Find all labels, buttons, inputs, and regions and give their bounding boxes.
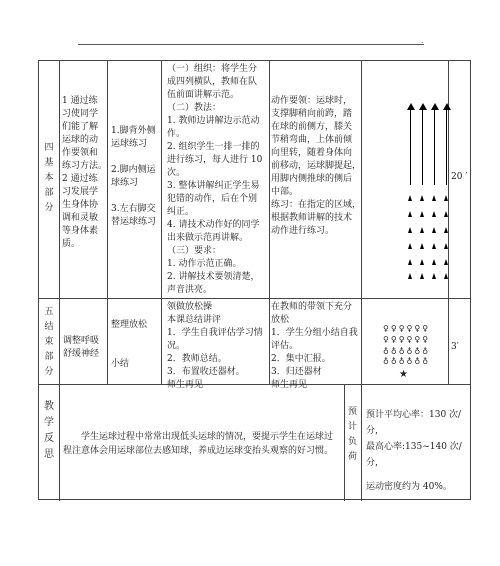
teacher-star-icon: ★ xyxy=(399,369,408,380)
student-line: 节稍弯曲，上体前倾 xyxy=(271,135,353,145)
basic-student xyxy=(271,95,363,238)
arrow-up-icon xyxy=(407,103,415,110)
student-marker-icon xyxy=(444,195,448,201)
teacher-line: 1. 动作示范正确。 xyxy=(167,259,242,269)
arrow-up-icon xyxy=(431,103,439,110)
end-goals xyxy=(63,335,109,361)
arrow-shaft xyxy=(446,109,447,185)
top-rule xyxy=(78,44,424,45)
teacher-line: 师生再见 xyxy=(167,380,204,390)
student-row-icons: ♀♀♀♀♀♀ xyxy=(383,324,431,333)
student-line: 放松 xyxy=(271,315,290,325)
arrow-up-icon xyxy=(443,103,451,110)
cooldown-formation-diagram xyxy=(383,324,443,384)
student-line: 2．集中汇报。 xyxy=(271,354,331,364)
reflection-label xyxy=(39,399,59,463)
teacher-line: 声音洪亮。 xyxy=(167,285,213,295)
student-line: 支撑脚稍向前跨，踏 xyxy=(271,109,353,119)
spacer xyxy=(111,332,161,345)
student-line: 在球的前侧方，膝关 xyxy=(271,122,353,132)
spacer xyxy=(111,190,161,203)
section-char: 部 xyxy=(44,188,54,198)
arrow-lane xyxy=(431,103,439,283)
teacher-line: 伍前面讲解示范。 xyxy=(167,90,240,100)
forecast-values xyxy=(366,407,470,495)
student-marker-icon xyxy=(432,211,436,217)
section-char: 基 xyxy=(44,158,54,168)
arrow-shaft xyxy=(434,109,435,185)
goal-line: 1 通过练 xyxy=(62,96,98,106)
section-char: 本 xyxy=(44,173,54,183)
student-marker-icon xyxy=(432,195,436,201)
goal-line: 生身体协 xyxy=(62,200,99,210)
student-line: 1．学生分组小结自我 xyxy=(271,328,358,338)
teacher-line: 2．教师总结。 xyxy=(167,354,227,364)
section-char: 分 xyxy=(44,367,54,377)
arrow-lane xyxy=(443,103,451,283)
dribble-formation-diagram xyxy=(407,103,447,283)
basic-time: 20 ′ xyxy=(451,172,468,182)
content-line: 1.脚背外侧 xyxy=(111,126,156,136)
arrow-shaft xyxy=(422,109,423,185)
student-line: 动作要领：运球时， xyxy=(271,96,353,106)
content-line: 2.脚内侧运 xyxy=(111,165,156,175)
content-line: 运球练习 xyxy=(111,139,148,149)
end-content xyxy=(111,319,161,371)
end-student xyxy=(271,301,363,392)
section-end xyxy=(39,305,59,380)
teacher-line: 成四列横队，教师在队 xyxy=(167,77,258,87)
student-marker-icon xyxy=(432,227,436,233)
goal-line: 习使同学 xyxy=(62,109,99,119)
student-line: 动作进行练习。 xyxy=(271,226,335,236)
student-marker-icon xyxy=(444,211,448,217)
goal-line: 练习方法。 xyxy=(62,161,108,171)
student-marker-icon xyxy=(444,273,448,279)
student-marker-icon xyxy=(420,243,424,249)
teacher-line: 次。 xyxy=(167,168,186,178)
goal-line: 2 通过练 xyxy=(62,174,98,184)
teacher-line: 出来做示范再讲解。 xyxy=(167,233,249,243)
student-marker-icon xyxy=(420,211,424,217)
teacher-line: 作。 xyxy=(167,129,186,139)
label-char: 计 xyxy=(347,422,357,432)
student-line: 中部。 xyxy=(271,187,299,197)
student-row-icons: ♀♀♀♀♀♀ xyxy=(383,335,431,344)
student-marker-icon xyxy=(408,259,412,265)
avg-heart-rate: 预计平均心率：130 次/分， xyxy=(366,410,462,436)
student-marker-icon xyxy=(444,259,448,265)
label-char: 学 xyxy=(44,417,54,428)
goal-line: 习发展学 xyxy=(62,187,99,197)
row-divider xyxy=(39,298,470,299)
teacher-line: 2. 讲解技术要领清楚， xyxy=(167,272,260,282)
teacher-line: 领做放松操 xyxy=(167,302,213,312)
reflection-text: 学生运球过程中常常出现低头运球的情况，要提示学生在运球过程注意体会用运球部位去感知球，养成边运球变抬头观察的好习惯。 xyxy=(63,432,334,456)
section-char: 部 xyxy=(44,352,54,362)
student-row-icons: ♁♁♁♁♁♁ xyxy=(383,356,431,365)
basic-goals xyxy=(62,95,108,251)
student-marker-icon xyxy=(432,259,436,265)
content-line: 小结 xyxy=(111,359,130,369)
teacher-line: 2. 组织学生一排一排的 xyxy=(167,142,260,152)
student-marker-icon xyxy=(420,227,424,233)
spacer xyxy=(366,471,470,479)
end-time: 3′ xyxy=(451,342,459,352)
goal-line: 质。 xyxy=(62,239,81,249)
label-char: 预 xyxy=(347,407,357,417)
spacer xyxy=(111,345,161,358)
col-divider xyxy=(269,61,270,384)
student-line: 3．归还器材 xyxy=(271,367,322,377)
arrow-lane xyxy=(419,103,427,283)
student-marker-icon xyxy=(432,243,436,249)
section-char: 分 xyxy=(44,203,54,213)
teacher-line: 3．布置收还器材。 xyxy=(167,367,245,377)
student-line: 练习：在指定的区域， xyxy=(271,200,362,210)
label-char: 反 xyxy=(44,433,54,444)
student-marker-icon xyxy=(420,273,424,279)
basic-content xyxy=(111,125,161,229)
forecast-label xyxy=(344,405,361,465)
lesson-plan-table xyxy=(38,60,471,500)
section-char: 四 xyxy=(44,143,54,153)
student-line: 前移动，运球脚提起， xyxy=(271,161,362,171)
teacher-line: 4. 请技术动作好的同学 xyxy=(167,220,260,230)
student-line: 在教师的带领下充分 xyxy=(271,302,353,312)
label-char: 思 xyxy=(44,449,54,460)
teacher-line: （三）要求： xyxy=(167,246,222,256)
goal-line: 作要领和 xyxy=(62,148,99,158)
teacher-line: 1. 教师边讲解边示范动 xyxy=(167,116,260,126)
student-marker-icon xyxy=(408,273,412,279)
student-marker-icon xyxy=(444,243,448,249)
teacher-line: 犯错的动作，后在个别 xyxy=(167,194,258,204)
student-marker-icon xyxy=(408,227,412,233)
section-char: 五 xyxy=(44,307,54,317)
basic-teacher xyxy=(167,63,269,297)
student-marker-icon xyxy=(408,243,412,249)
label-char: 荷 xyxy=(347,452,357,462)
student-marker-icon xyxy=(420,259,424,265)
teacher-line: 纠正。 xyxy=(167,207,195,217)
student-line: 评估。 xyxy=(271,341,299,351)
goal-line: 运球的动 xyxy=(62,135,99,145)
student-line: 用脚内侧推球的侧后 xyxy=(271,174,353,184)
section-char: 束 xyxy=(44,337,54,347)
content-line: 3.左右脚交 xyxy=(111,204,156,214)
goal-line: 等身体素 xyxy=(62,226,99,236)
student-marker-icon xyxy=(408,195,412,201)
goal-line: 们能了解 xyxy=(62,122,99,132)
student-marker-icon xyxy=(408,211,412,217)
content-line: 整理放松 xyxy=(111,320,148,330)
student-line: 根据教师讲解的技术 xyxy=(271,213,353,223)
teacher-line: 3. 整体讲解纠正学生易 xyxy=(167,181,260,191)
goal-line: 调整呼吸 xyxy=(63,336,100,346)
section-char: 结 xyxy=(44,322,54,332)
arrow-lane xyxy=(407,103,415,283)
col-divider xyxy=(59,384,60,501)
student-line: 师生再见 xyxy=(271,380,308,390)
exercise-density: 运动密度约为 40%。 xyxy=(366,482,452,492)
spacer xyxy=(111,151,161,164)
end-teacher xyxy=(167,301,269,392)
label-char: 教 xyxy=(44,401,54,412)
teacher-line: （一）组织：将学生分 xyxy=(167,64,258,74)
student-marker-icon xyxy=(444,227,448,233)
teacher-line: 进行练习，每人进行 10 xyxy=(167,155,263,165)
teacher-line: 本课总结讲评 xyxy=(167,315,222,325)
teacher-line: 况。 xyxy=(167,341,186,351)
content-line: 替运球练习 xyxy=(111,217,157,227)
goal-line: 舒缓神经 xyxy=(63,349,100,359)
goal-line: 调和灵敏 xyxy=(62,213,99,223)
label-char: 负 xyxy=(347,437,357,447)
col-divider xyxy=(161,61,162,384)
col-divider xyxy=(59,61,60,384)
arrow-shaft xyxy=(410,109,411,185)
header-mark: . xyxy=(421,36,424,45)
max-heart-rate: 最高心率:135~140 次/分， xyxy=(366,442,462,468)
content-line: 球练习 xyxy=(111,178,139,188)
teacher-line: 1．学生自我评估学习情 xyxy=(167,328,263,338)
student-marker-icon xyxy=(432,273,436,279)
arrow-up-icon xyxy=(419,103,427,110)
student-marker-icon xyxy=(420,195,424,201)
section-basic xyxy=(39,141,59,216)
teacher-line: （二）教法： xyxy=(167,103,222,113)
col-divider xyxy=(361,384,362,501)
student-line: 向里转，随着身体向 xyxy=(271,148,353,158)
student-row-icons: ♁♁♁♁♁♁ xyxy=(383,346,431,355)
